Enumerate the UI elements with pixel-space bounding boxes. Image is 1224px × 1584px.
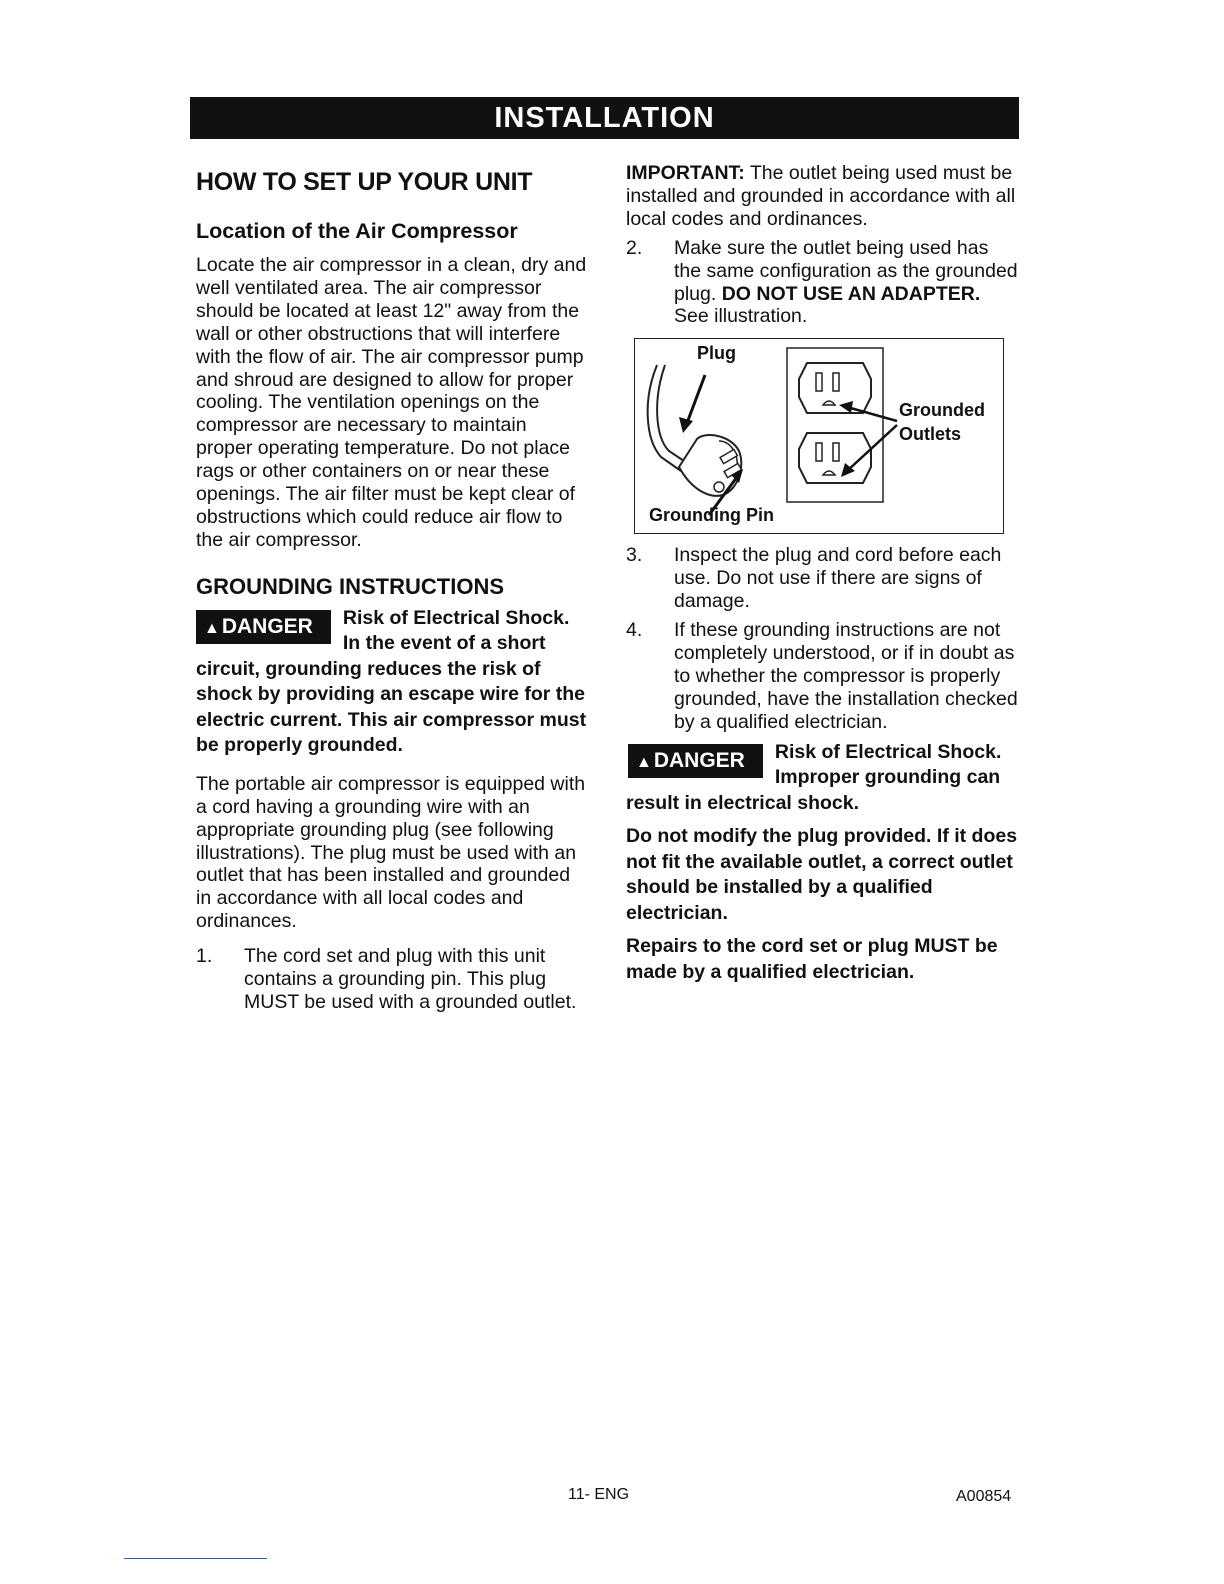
setup-heading: HOW TO SET UP YOUR UNIT bbox=[196, 168, 533, 196]
bottom-divider bbox=[124, 1558, 267, 1559]
danger-block-2 bbox=[626, 740, 1020, 817]
grounding-heading: GROUNDING INSTRUCTIONS bbox=[196, 573, 504, 599]
warning-triangle-icon: ▲ bbox=[204, 619, 220, 637]
right-column bbox=[626, 162, 1020, 985]
modify-warning: Do not modify the plug provided. If it does not fit the available outlet, a correct outlet should be installed by a qualified electrician. bbox=[626, 825, 1018, 924]
document-code: A00854 bbox=[956, 1488, 1012, 1505]
outlets-label: Outlets bbox=[899, 424, 962, 445]
location-paragraph: Locate the air compressor in a clean, dry and well ventilated area. The air compressor should be located at least 12" away from the wall or other obstructions that will interfere with the flow of air. The air compressor pump and shroud are designed to allow for proper cooling. The ventilation openings on the compressor are necessary to maintain proper operating temperature. Do not place rags or other containers on or near these openings. The air filter must be kept clear of obstructions which could reduce air flow to the air compressor. bbox=[196, 254, 587, 551]
location-heading: Location of the Air Compressor bbox=[196, 219, 518, 243]
page-number: 11- ENG bbox=[568, 1486, 630, 1503]
important-paragraph: IMPORTANT: The outlet being used must be installed and grounded in accordance with all local codes and ordinances. bbox=[626, 162, 1016, 230]
list-item: 2. Make sure the outlet being used has the same configuration as the grounded plug. DO NOT USE AN ADAPTER. See illustration. bbox=[626, 236, 1018, 328]
steps-list-right bbox=[626, 237, 1020, 329]
danger-text: Risk of Electrical Shock. In the event of a short circuit, grounding reduces the risk of shock by providing an escape wire for the electric current. This air compressor must be properly grounded. bbox=[196, 606, 587, 757]
list-item: 3. Inspect the plug and cord before each use. Do not use if there are signs of damage. bbox=[626, 544, 1002, 613]
list-item: 1. The cord set and plug with this unit contains a grounding pin. This plug MUST be used with a grounded outlet. bbox=[196, 945, 577, 1013]
repairs-warning: Repairs to the cord set or plug MUST be made by a qualified electrician. bbox=[626, 935, 998, 983]
plug-label: Plug bbox=[697, 343, 736, 364]
danger-badge: ▲DANGER bbox=[628, 744, 763, 778]
section-banner: INSTALLATION bbox=[190, 97, 1019, 139]
steps-list-left bbox=[196, 945, 588, 1014]
grounded-label: Grounded bbox=[899, 400, 985, 421]
portable-paragraph: The portable air compressor is equipped with a cord having a grounding wire with an appropriate grounding plug (see following illustrations). The plug must be used with an outlet that has been installed and grounded in accordance with all local codes and ordinances. bbox=[196, 772, 586, 933]
plug-outlet-illustration bbox=[634, 338, 1004, 534]
danger-badge: ▲DANGER bbox=[196, 610, 331, 644]
warning-triangle-icon: ▲ bbox=[636, 753, 652, 771]
grounding-pin-label: Grounding Pin bbox=[649, 505, 774, 526]
steps-list-right-2 bbox=[626, 544, 1020, 733]
list-item: 4. If these grounding instructions are not completely understood, or if in doubt as to whether the compressor is properly grounded, have the installation checked by a qualified electrician. bbox=[626, 619, 1018, 733]
left-column bbox=[196, 162, 588, 1014]
danger-text: Risk of Electrical Shock. Improper grounding can result in electrical shock. bbox=[626, 740, 1002, 814]
danger-block-1 bbox=[196, 606, 588, 759]
